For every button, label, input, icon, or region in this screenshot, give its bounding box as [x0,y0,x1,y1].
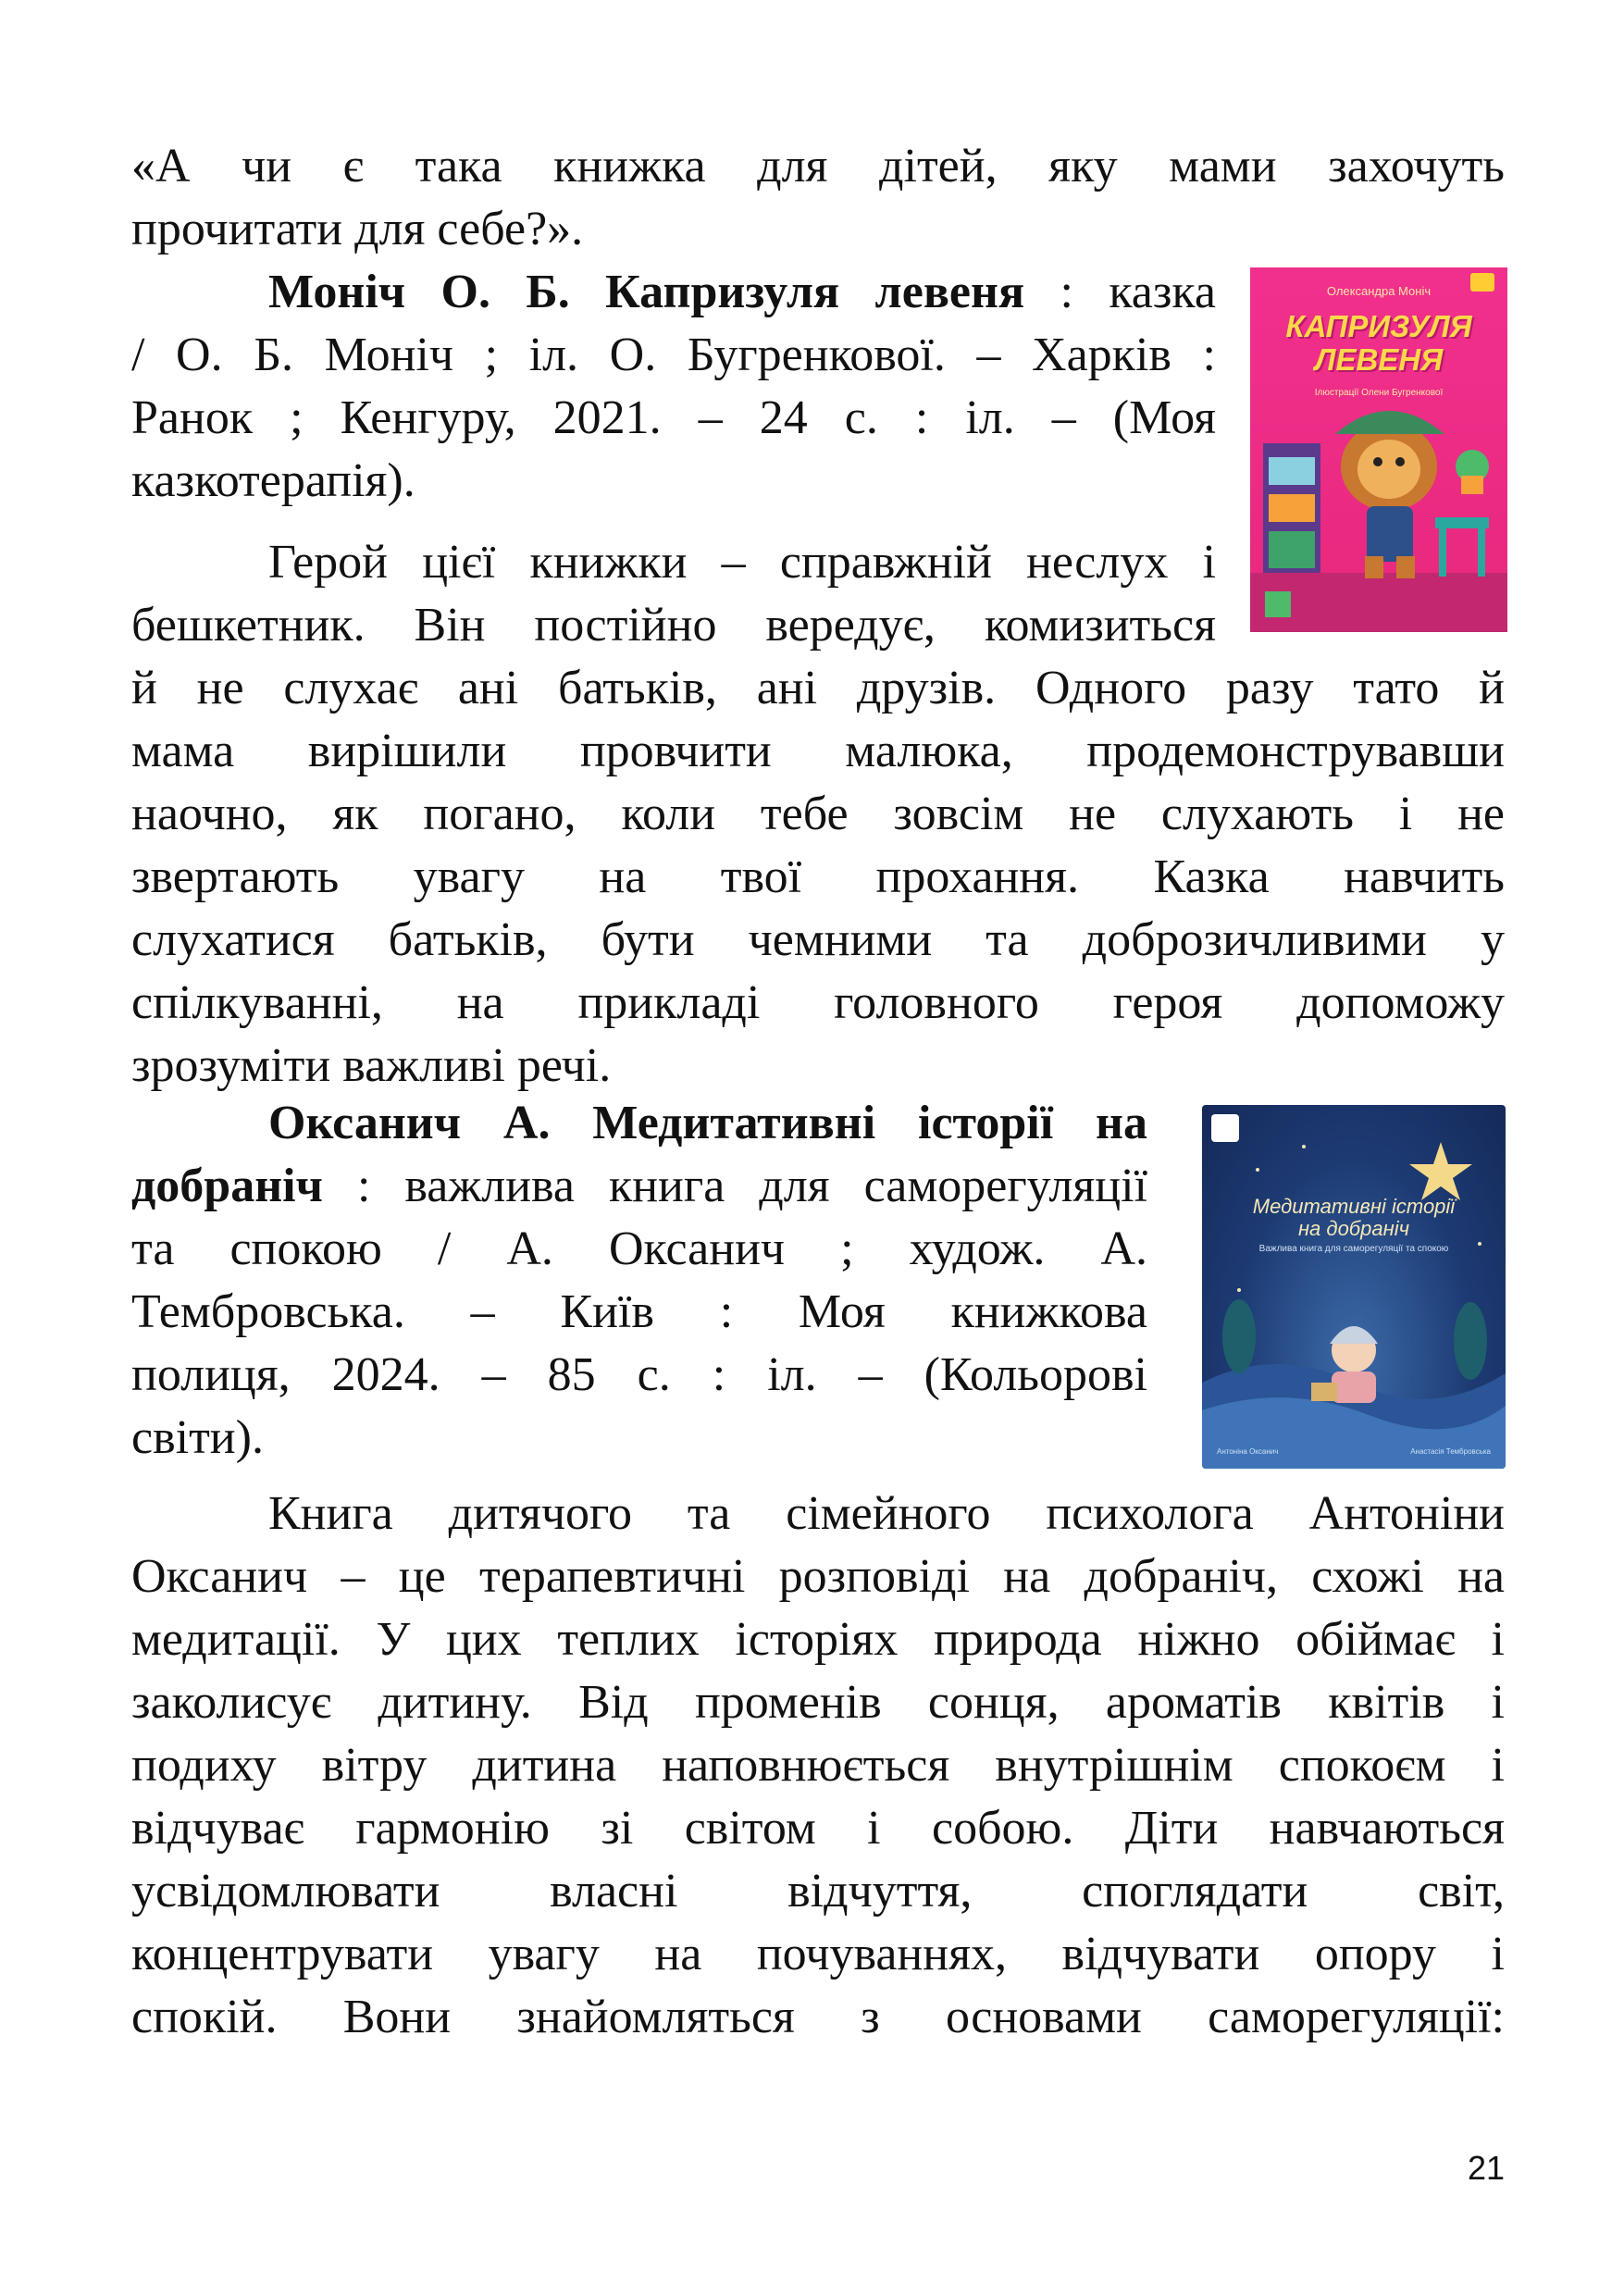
book2-title: Оксанич А. Медитативні історії на [268,1097,1147,1149]
text-line: прочитати для себе?». [131,203,584,255]
book1-cover-author: Олександра Моніч [1326,284,1432,298]
book2-desc-line: медитації. У цих теплих історіях природа ніжно обіймає і [131,1613,1505,1666]
book1-desc-line: звертають увагу на твої прохання. Казка навчить [131,850,1505,903]
book2-cover-credits [1217,1447,1491,1456]
book2-entry-line: та спокою / А. Оксанич ; худож. А. [131,1222,1147,1275]
book1-desc-line: Герой цієї книжки – справжній неслух і [268,536,1216,589]
book1-entry-line: Ранок ; Кенгуру, 2021. – 24 с. : іл. – (Моя [131,391,1216,444]
night-sky-illustration-icon [1202,1105,1506,1469]
book1-title: Моніч О. Б. Капризуля левеня [268,266,1025,318]
book1-cover-title-line: КАПРИЗУЛЯ [1285,309,1472,343]
book2-desc-line: спокій. Вони знайомляться з основами саморегуляції: [131,1991,1505,2043]
book2-desc-line: відчуває гармонію зі світом і собою. Діти навчаються [131,1802,1505,1855]
book2-entry [131,1092,1147,1470]
book1-cover-title-line: ЛЕВЕНЯ [1314,342,1444,377]
book1-entry-line: / О. Б. Моніч ; іл. О. Бугренкової. – Харків : [131,329,1216,381]
book1-entry-line [131,261,1216,324]
book2-cover-title-line: Медитативні історії [1252,1195,1456,1218]
text-line: «А чи є така книжка для дітей, яку мами захочуть [131,140,1505,192]
book1-desc-line: спілкуванні, на прикладі головного героя допоможу [131,976,1505,1029]
book2-entry-line [131,1155,1147,1218]
book2-desc-line: заколисує дитину. Від променів сонця, ароматів квітів і [131,1676,1505,1729]
book2-entry-line: полиця, 2024. – 85 с. : іл. – (Кольорові [131,1348,1147,1401]
book2-title: добраніч [131,1160,323,1212]
book1-desc-line: слухатися батьків, бути чемними та доброзичливими у [131,913,1505,966]
book2-desc-line: концентрувати увагу на почуваннях, відчувати опору і [131,1928,1505,1980]
book1-desc-line: й не слухає ані батьків, ані друзів. Одного разу тато й [131,662,1505,714]
book2-desc-line: подиху вітру дитина наповнюється внутрішнім спокоєм і [131,1739,1505,1792]
book2-desc-line: усвідомлювати власні відчуття, споглядати світ, [131,1865,1505,1917]
book2-description [131,1483,1505,2049]
book2-title-line [131,1092,1147,1155]
book2-entry-line: світи). [131,1411,264,1464]
book1-cover-illustrator: Ілюстрації Олени Бугренкової [1314,388,1444,398]
book2-cover-image [1202,1105,1506,1469]
page-number: 21 [1467,2149,1505,2187]
book1-entry-text: : казка [1024,266,1216,318]
book1-description-top [131,531,1216,657]
book1-desc-line: наочно, як погано, коли тебе зовсім не слухають і не [131,788,1505,840]
book1-desc-line: мама вирішили провчити малюка, продемонструвавши [131,725,1505,777]
book2-cover-author: Антоніна Оксанич [1217,1447,1279,1456]
book1-entry [131,261,1216,513]
book1-entry-line: казкотерапія). [131,454,415,507]
book2-desc-line: Оксанич – це терапевтичні розповіді на добраніч, схожі на [131,1550,1505,1603]
intro-paragraph [131,135,1505,261]
book2-cover-illustrator: Анастасія Тембровська [1410,1447,1491,1456]
book2-cover-title-line: на добраніч [1297,1217,1410,1240]
book1-desc-line: зрозуміти важливі речі. [131,1039,612,1092]
book2-entry-line: Тембровська. – Київ : Моя книжкова [131,1285,1147,1338]
book1-desc-line: бешкетник. Він постійно вередує, комизиться [131,599,1216,652]
book2-cover-subtitle: Важлива книга для саморегуляції та спокою [1258,1244,1449,1254]
book1-description [131,657,1505,1098]
lion-cub-illustration-icon [1250,267,1507,632]
book1-cover-image [1250,267,1507,632]
book2-entry-text: : важлива книга для саморегуляції [322,1160,1147,1212]
book2-cover-title [1230,1196,1478,1240]
book2-desc-line: Книга дитячого та сімейного психолога Антоніни [268,1487,1505,1540]
